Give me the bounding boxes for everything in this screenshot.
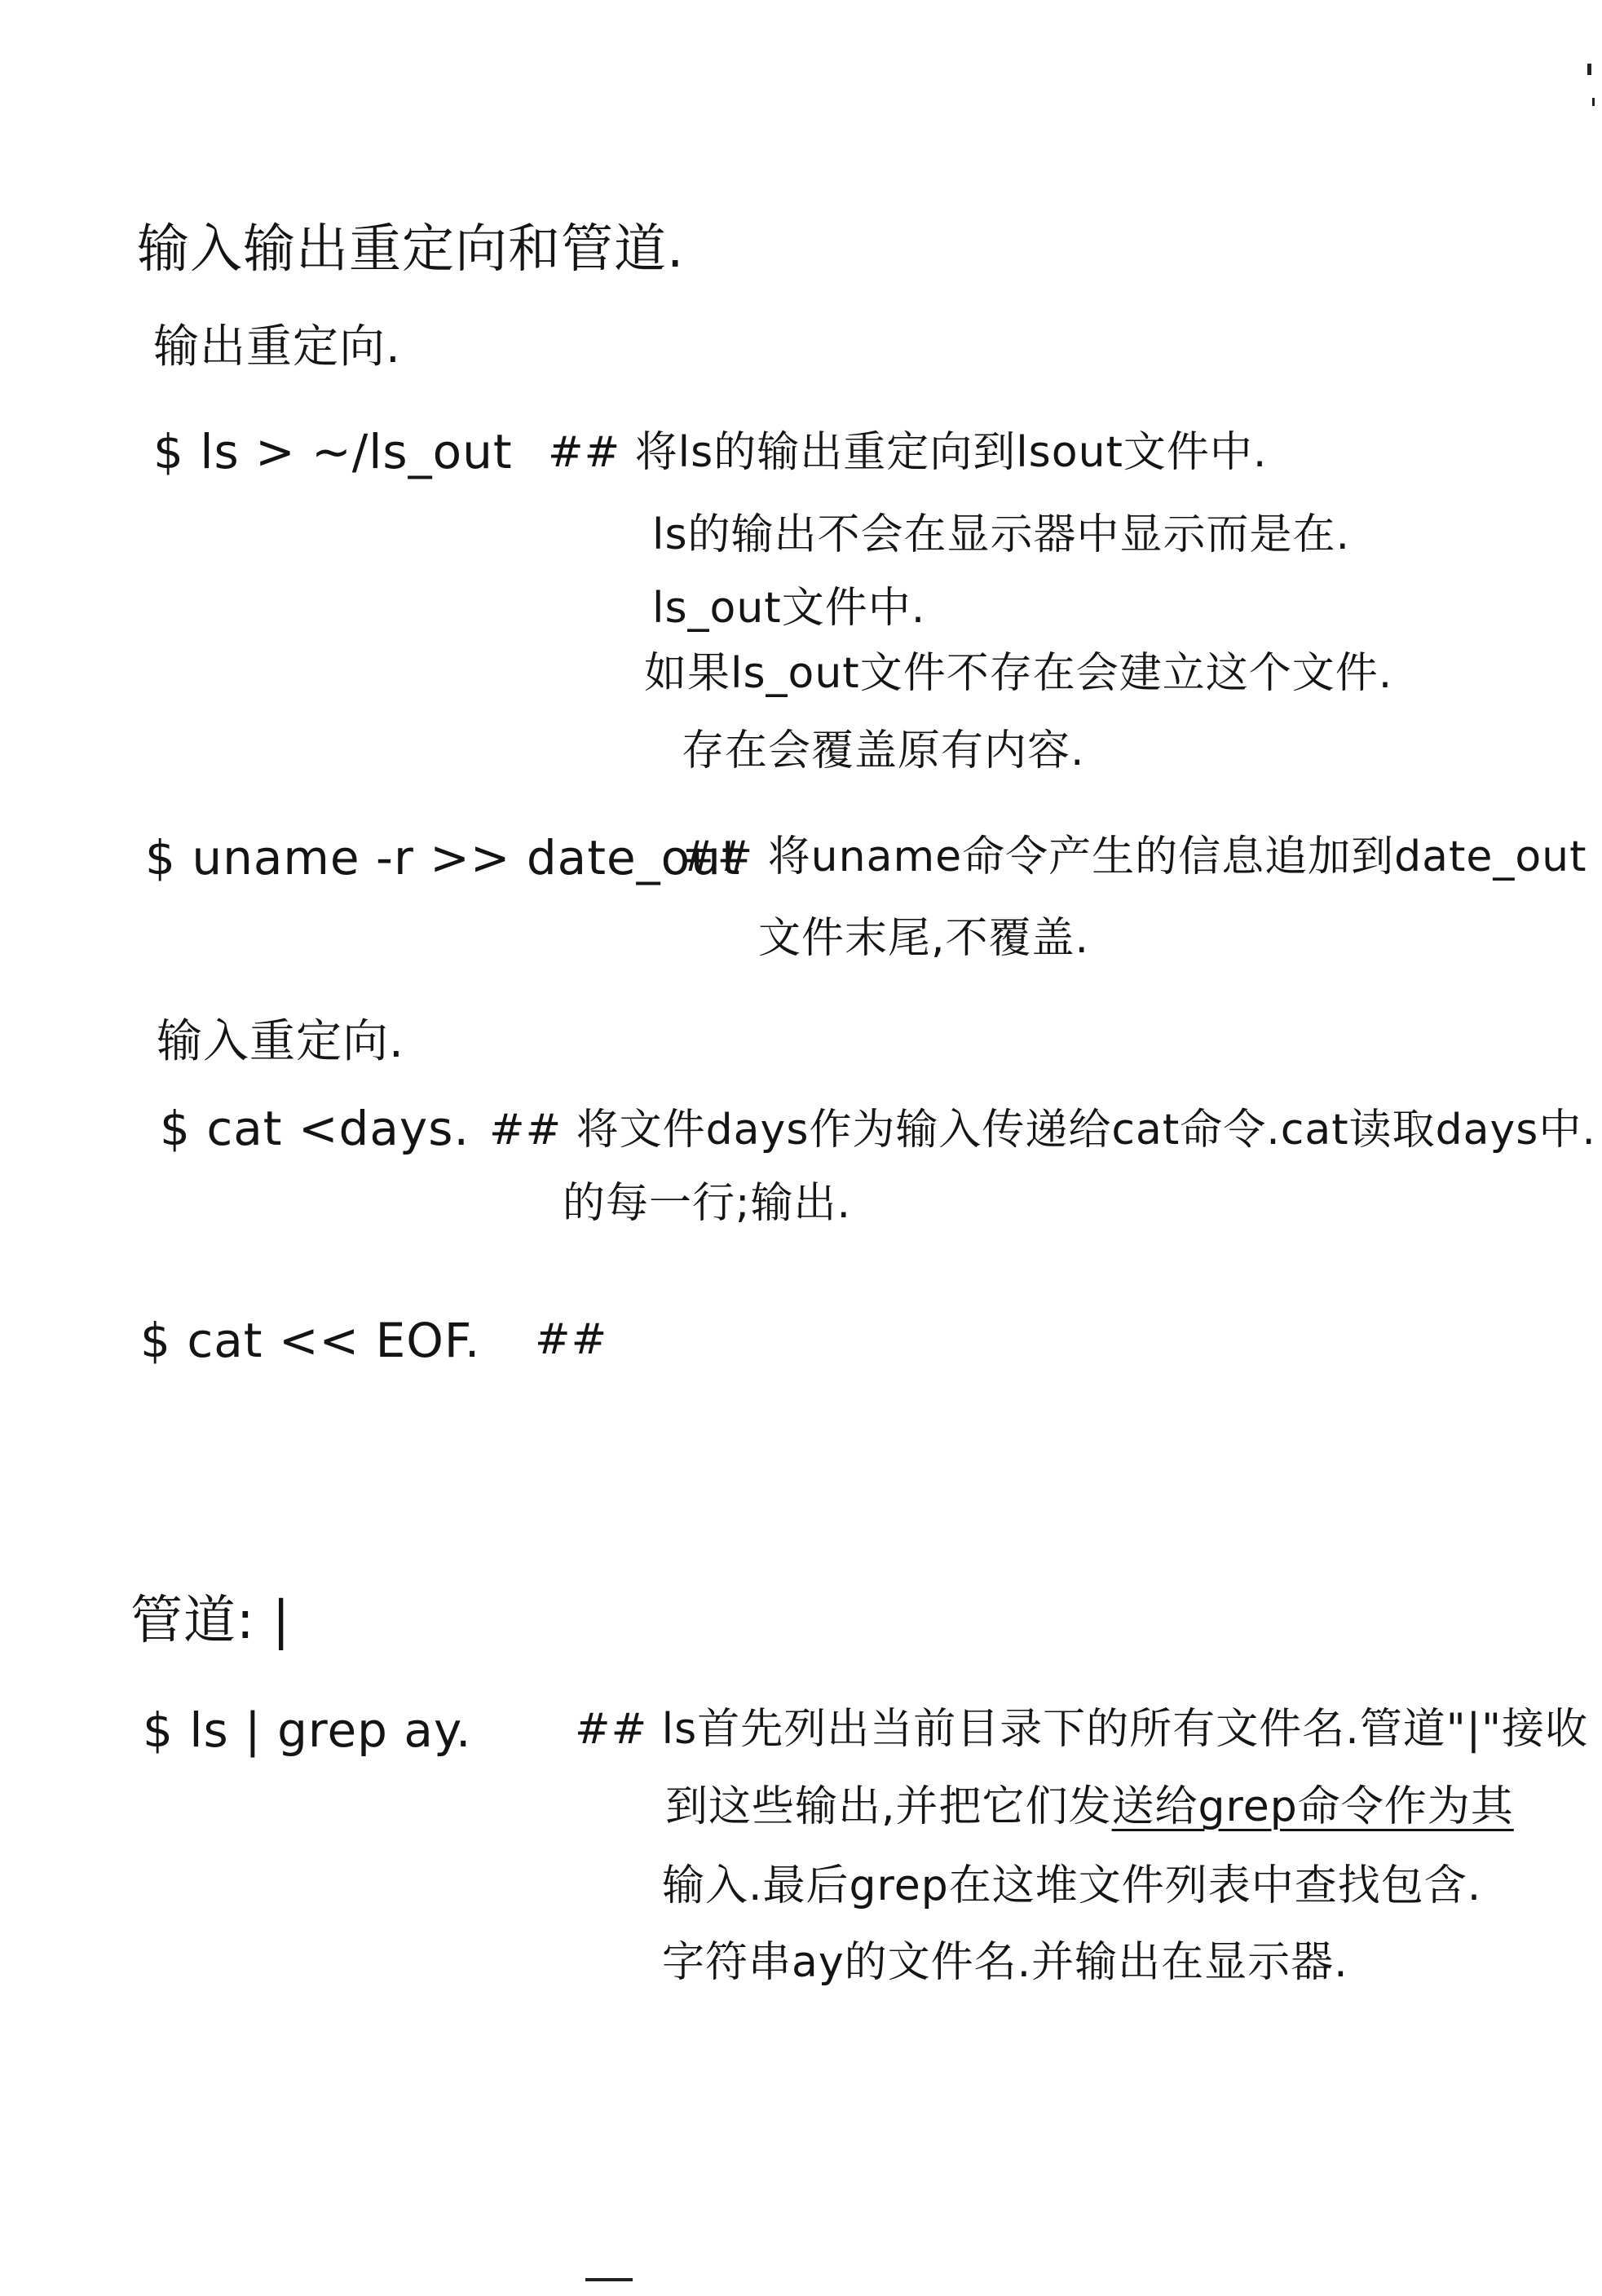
input-redirect-heading: 输入重定向. bbox=[157, 1015, 404, 1068]
scan-mark bbox=[585, 2278, 633, 2281]
pipe-comment-line-2 bbox=[665, 1782, 1514, 1832]
output-redirect-comment-line-1: ## 将ls的输出重定向到lsout文件中. bbox=[548, 428, 1268, 477]
pipe-comment-line-1: ## ls首先列出当前目录下的所有文件名.管道"|"接收 bbox=[575, 1705, 1589, 1754]
pipe-comment-line-2-start: 到这些输出,并把它们发 bbox=[665, 1782, 1112, 1831]
heredoc-comment: ## bbox=[535, 1315, 608, 1364]
append-redirect-comment-line-2: 文件末尾,不覆盖. bbox=[758, 914, 1090, 963]
append-redirect-command: $ uname -r >> date_out bbox=[145, 830, 741, 885]
pipe-comment-line-4: 字符串ay的文件名.并输出在显示器. bbox=[662, 1938, 1348, 1987]
pipe-comment-line-2-underlined: 送给grep命令作为其 bbox=[1111, 1782, 1514, 1831]
input-redirect-command: $ cat <days. bbox=[160, 1101, 470, 1156]
output-redirect-heading: 输出重定向. bbox=[153, 320, 401, 373]
scan-mark bbox=[1587, 64, 1591, 75]
input-redirect-comment-line-1: ## 将文件days作为输入传递给cat命令.cat读取days中. bbox=[489, 1106, 1596, 1155]
output-redirect-comment-line-4: 如果ls_out文件不存在会建立这个文件. bbox=[644, 649, 1393, 698]
scan-mark bbox=[1592, 98, 1595, 106]
pipe-command: $ ls | grep ay. bbox=[143, 1702, 472, 1758]
output-redirect-comment-line-2: ls的输出不会在显示器中显示而是在. bbox=[652, 510, 1351, 559]
output-redirect-command: $ ls > ~/ls_out bbox=[153, 424, 513, 479]
output-redirect-comment-line-3: ls_out文件中. bbox=[652, 584, 926, 633]
heredoc-command: $ cat << EOF. bbox=[140, 1313, 481, 1368]
pipe-comment-line-3: 输入.最后grep在这堆文件列表中查找包含. bbox=[662, 1861, 1482, 1910]
page-title: 输入输出重定向和管道. bbox=[137, 219, 685, 280]
append-redirect-comment-line-1: ## 将uname命令产生的信息追加到date_out bbox=[681, 832, 1587, 881]
output-redirect-comment-line-5: 存在会覆盖原有内容. bbox=[682, 726, 1085, 775]
input-redirect-comment-line-2: 的每一行;输出. bbox=[563, 1179, 852, 1228]
pipe-heading: 管道: | bbox=[130, 1591, 291, 1651]
